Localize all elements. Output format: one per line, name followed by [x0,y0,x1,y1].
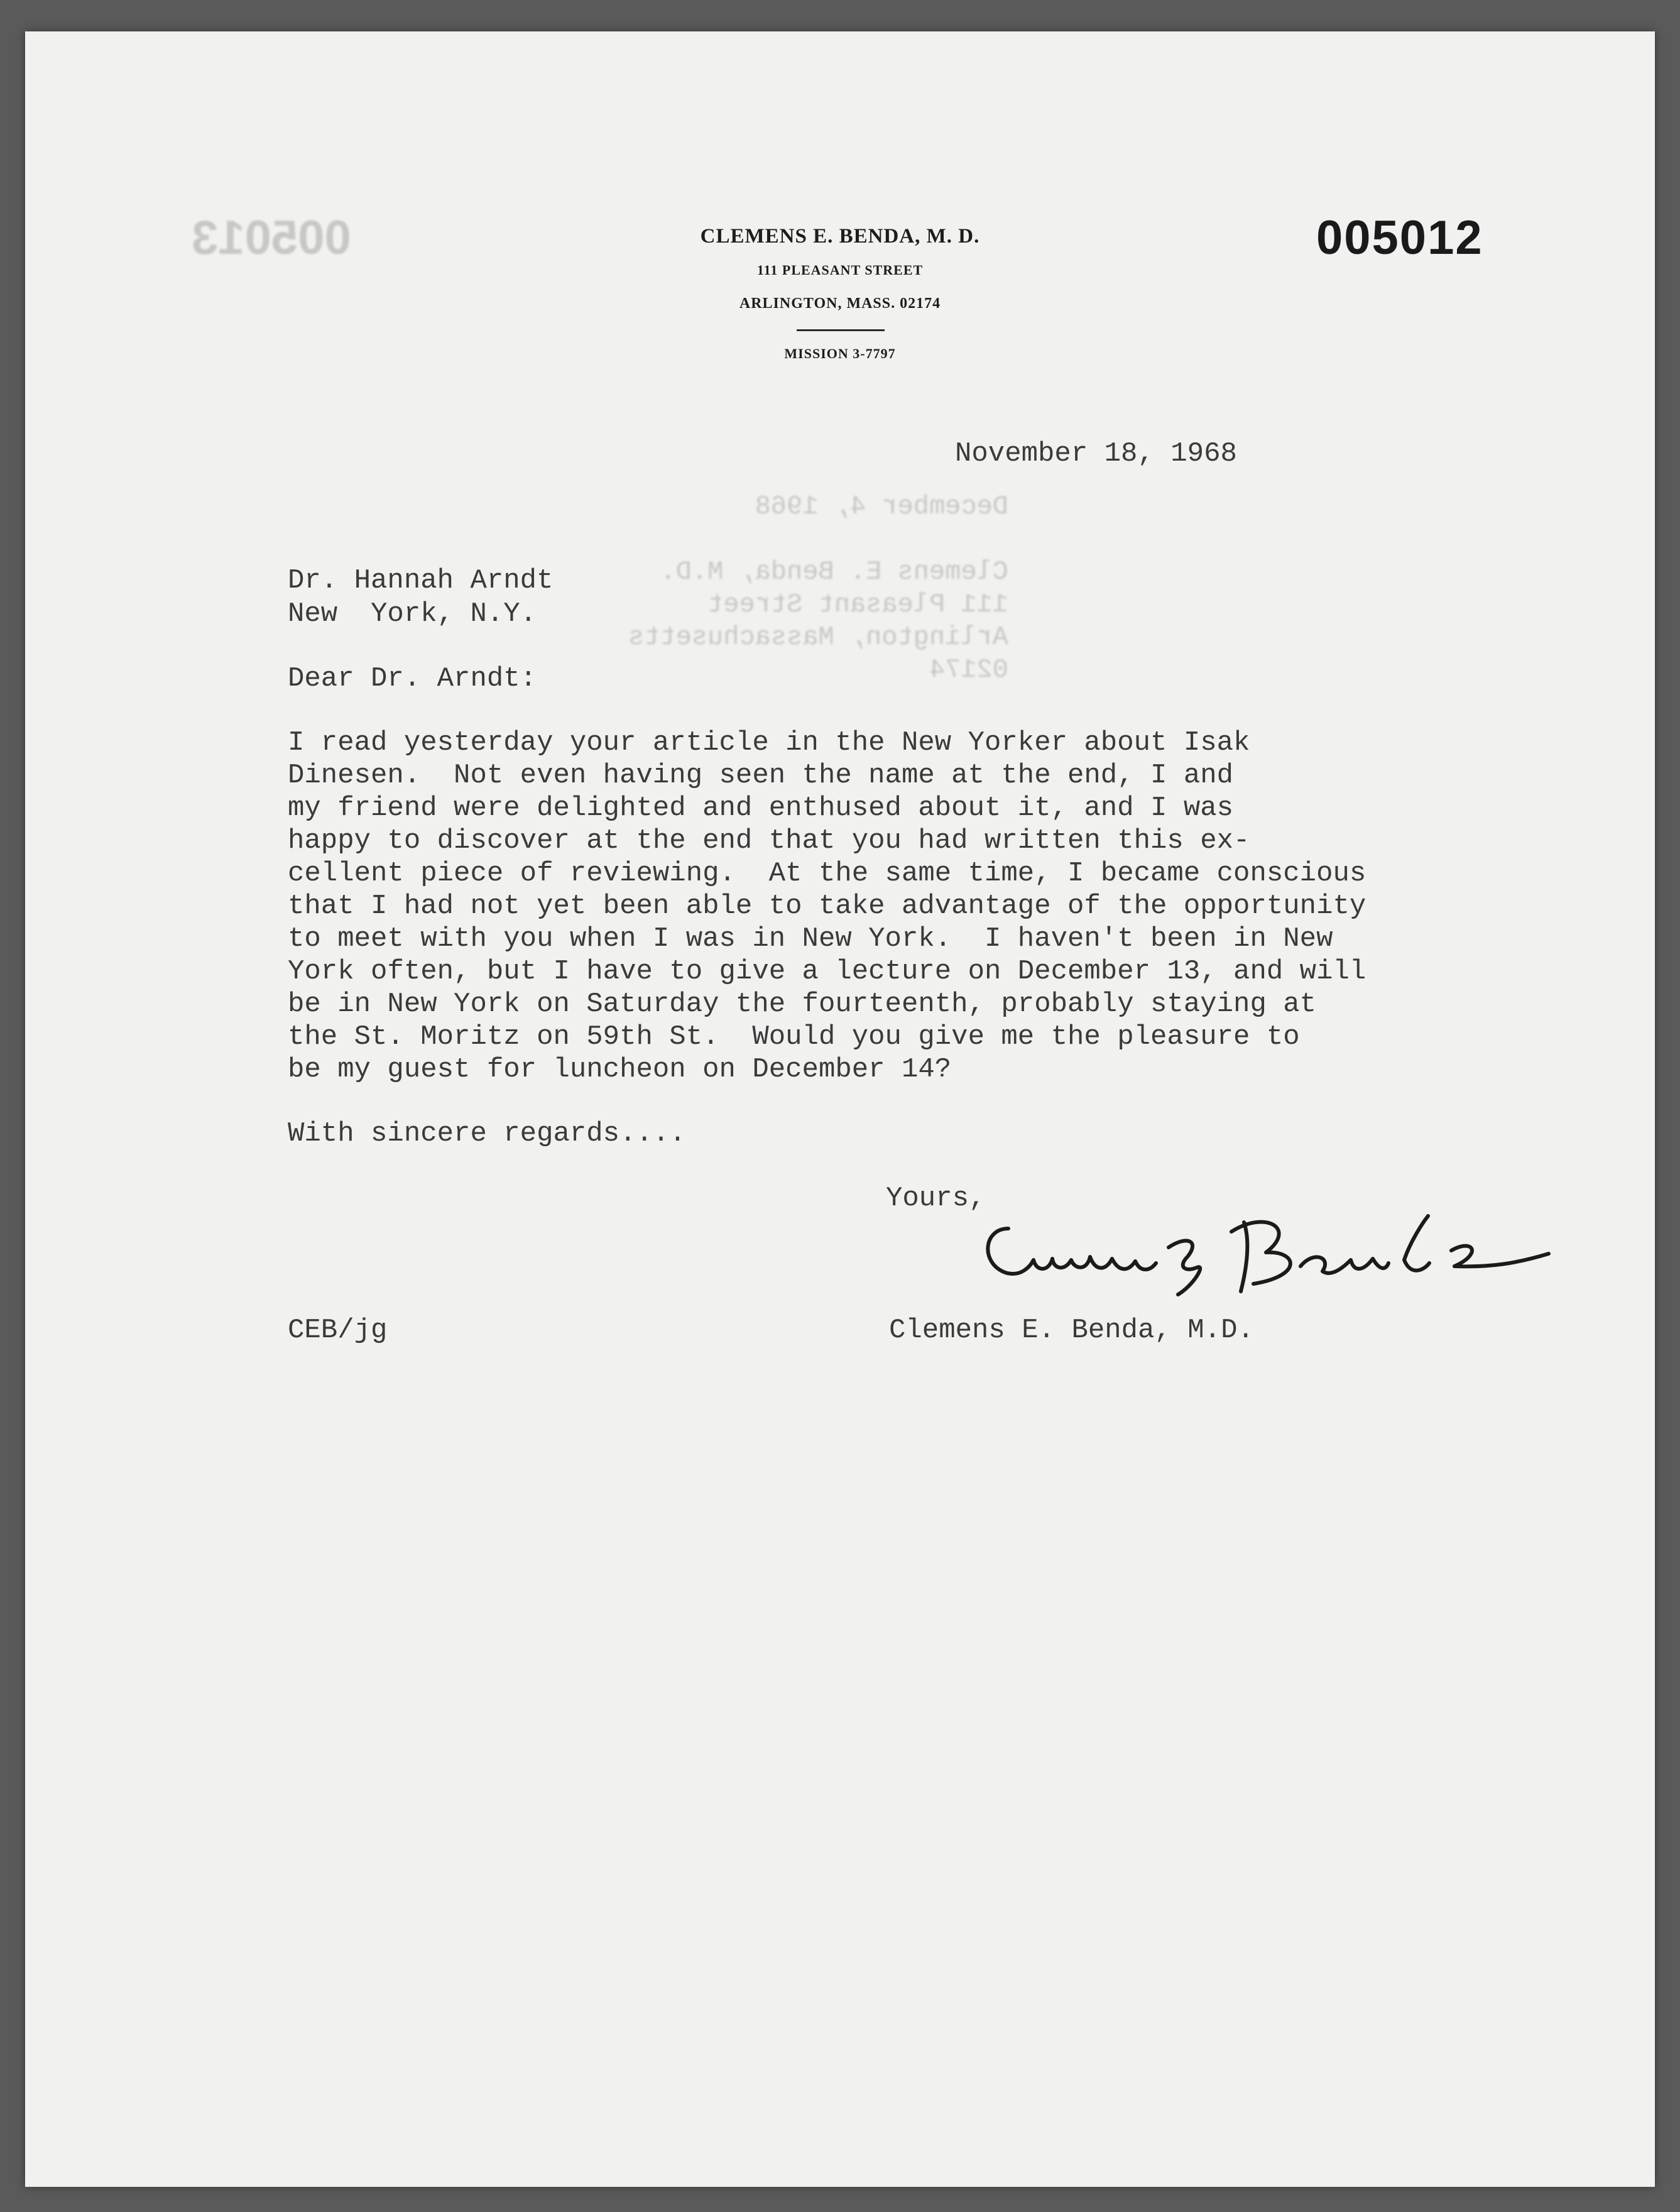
handwritten-signature [971,1203,1555,1304]
body-line: be in New York on Saturday the fourteenth, probably staying at [288,988,1317,1020]
body-line: York often, but I have to give a lecture on December 13, and will [288,956,1366,987]
body-line: to meet with you when I was in New York. I haven't been in New [288,923,1333,955]
closing: Yours, [886,1183,986,1214]
body-line: I read yesterday your article in the New Yorker about Isak [288,727,1250,758]
letterhead-rule [797,329,885,331]
letterhead-street: 111 PLEASANT STREET [756,262,924,278]
body-line: happy to discover at the end that you had written this ex- [288,825,1250,857]
document-number-stamp: 005012 [1316,211,1483,265]
letterhead-name: CLEMENS E. BENDA, M. D. [700,225,980,248]
body-line: cellent piece of reviewing. At the same time, I became conscious [288,858,1366,889]
letterhead-phone: MISSION 3-7797 [784,346,896,361]
letterhead-city: ARLINGTON, MASS. 02174 [739,295,941,312]
body-line: Dinesen. Not even having seen the name at the end, I and [288,760,1234,791]
salutation: Dear Dr. Arndt: [288,663,537,694]
recipient-name: Dr. Hannah Arndt [288,565,554,596]
typist-initials: CEB/jg [288,1315,388,1346]
regards: With sincere regards.... [288,1118,686,1149]
bleed-through-number: 005013 [192,211,351,265]
body-line: be my guest for luncheon on December 14? [288,1054,952,1085]
body-line: that I had not yet been able to take advantage of the opportunity [288,890,1366,922]
body-line: my friend were delighted and enthused about it, and I was [288,792,1234,824]
signer-name: Clemens E. Benda, M.D. [889,1315,1254,1346]
recipient-city: New York, N.Y. [288,598,537,630]
bleed-through-block: December 4, 1968 Clemens E. Benda, M.D. 111 Pleasant Street Arlington, Massachusetts 02174 [628,491,1008,685]
body-line: the St. Moritz on 59th St. Would you give me the pleasure to [288,1021,1300,1053]
letter-date: November 18, 1968 [955,438,1237,469]
